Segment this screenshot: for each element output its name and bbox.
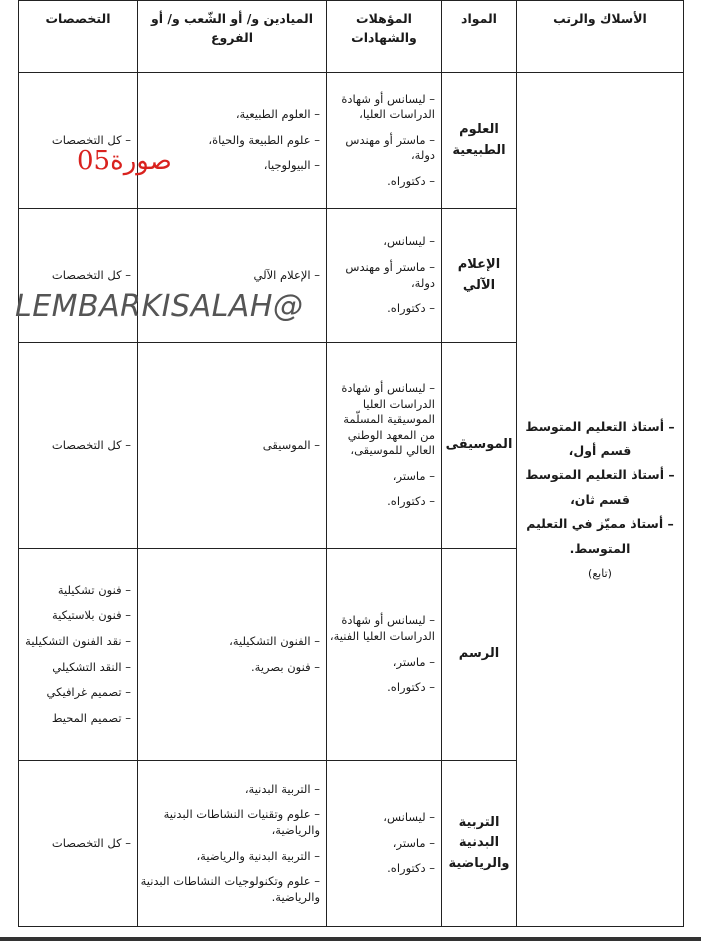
list-item: – دكتوراه. [329, 301, 435, 317]
list-item: – دكتوراه. [329, 174, 435, 190]
list-item: – فنون بصرية. [140, 660, 320, 676]
specialties-cell [19, 761, 138, 927]
list-item: – الفنون التشكيلية، [140, 634, 320, 650]
list-item: – كل التخصصات [21, 438, 131, 454]
list-item: – دكتوراه. [329, 680, 435, 696]
list-item: – علوم وتقنيات النشاطات البدنية والرياضية، [140, 807, 320, 838]
list-item: – التربية البدنية، [140, 782, 320, 798]
qualifications-cell [327, 73, 442, 209]
fields-cell [138, 343, 327, 549]
list-item: – ماستر، [329, 836, 435, 852]
list-item: – ليسانس أو شهادة الدراسات العليا الفنية، [329, 613, 435, 644]
subject-cell: الإعلام الآلي [442, 209, 517, 343]
list-item: – تصميم المحيط [21, 711, 131, 727]
rank-item: – أستاذ مميّز في التعليم المتوسط. [526, 516, 674, 556]
header-fields: الميادين و/ أو الشّعب و/ أو الفروع [138, 1, 327, 73]
fields-cell [138, 549, 327, 761]
subject-cell: العلوم الطبيعية [442, 73, 517, 209]
list-item: – علوم وتكنولوجيات النشاطات البدنية والرياضية. [140, 874, 320, 905]
list-item: – ليسانس أو شهادة الدراسات العليا، [329, 92, 435, 123]
bottom-border [0, 937, 701, 941]
specialties-cell [19, 549, 138, 761]
list-item: – ليسانس، [329, 810, 435, 826]
qualifications-cell [327, 343, 442, 549]
qualifications-cell [327, 549, 442, 761]
subject-cell: الموسيقى [442, 343, 517, 549]
header-subjects: المواد [442, 1, 517, 73]
qualifications-table [18, 0, 684, 927]
list-item: – ماستر، [329, 655, 435, 671]
qualifications-cell [327, 761, 442, 927]
ranks-cell [517, 73, 684, 927]
fields-cell [138, 73, 327, 209]
list-item: – كل التخصصات [21, 133, 131, 149]
specialties-cell [19, 343, 138, 549]
header-row [19, 1, 684, 73]
list-item: – تصميم غرافيكي [21, 685, 131, 701]
list-item: – الإعلام الآلي [140, 268, 320, 284]
list-item: – ماستر، [329, 469, 435, 485]
table-row [19, 73, 684, 209]
fields-cell [138, 761, 327, 927]
list-item: – ليسانس، [329, 234, 435, 250]
list-item: – فنون تشكيلية [21, 583, 131, 599]
list-item: – التربية البدنية والرياضية، [140, 849, 320, 865]
list-item: – فنون بلاستيكية [21, 608, 131, 624]
list-item: – ماستر أو مهندس دولة، [329, 260, 435, 291]
list-item: – النقد التشكيلي [21, 660, 131, 676]
continued-label: (تابع) [588, 566, 612, 580]
author-watermark: LEMBARKISALAH@ [15, 289, 304, 324]
list-item: – علوم الطبيعة والحياة، [140, 133, 320, 149]
list-item: – دكتوراه. [329, 494, 435, 510]
subject-cell: التربية البدنية والرياضية [442, 761, 517, 927]
specialties-cell [19, 73, 138, 209]
list-item: – كل التخصصات [21, 268, 131, 284]
list-item: – ليسانس أو شهادة الدراسات العليا الموسيقية المسلّمة من المعهد الوطني العالي للموسيقى، [329, 381, 435, 459]
list-item: – دكتوراه. [329, 861, 435, 877]
header-specialties: التخصصات [19, 1, 138, 73]
rank-item: – أستاذ التعليم المتوسط قسم ثان، [525, 467, 675, 507]
list-item: – نقد الفنون التشكيلية [21, 634, 131, 650]
list-item: – كل التخصصات [21, 836, 131, 852]
list-item: – العلوم الطبيعية، [140, 107, 320, 123]
list-item: – ماستر أو مهندس دولة، [329, 133, 435, 164]
subject-cell: الرسم [442, 549, 517, 761]
list-item: – الموسيقى [140, 438, 320, 454]
header-qualifications: المؤهلات والشهادات [327, 1, 442, 73]
image-number-watermark: صورة05 [77, 146, 172, 176]
rank-item: – أستاذ التعليم المتوسط قسم أول، [525, 418, 675, 459]
list-item: – البيولوجيا، [140, 158, 320, 174]
header-ranks: الأسلاك والرتب [517, 1, 684, 73]
qualifications-cell [327, 209, 442, 343]
